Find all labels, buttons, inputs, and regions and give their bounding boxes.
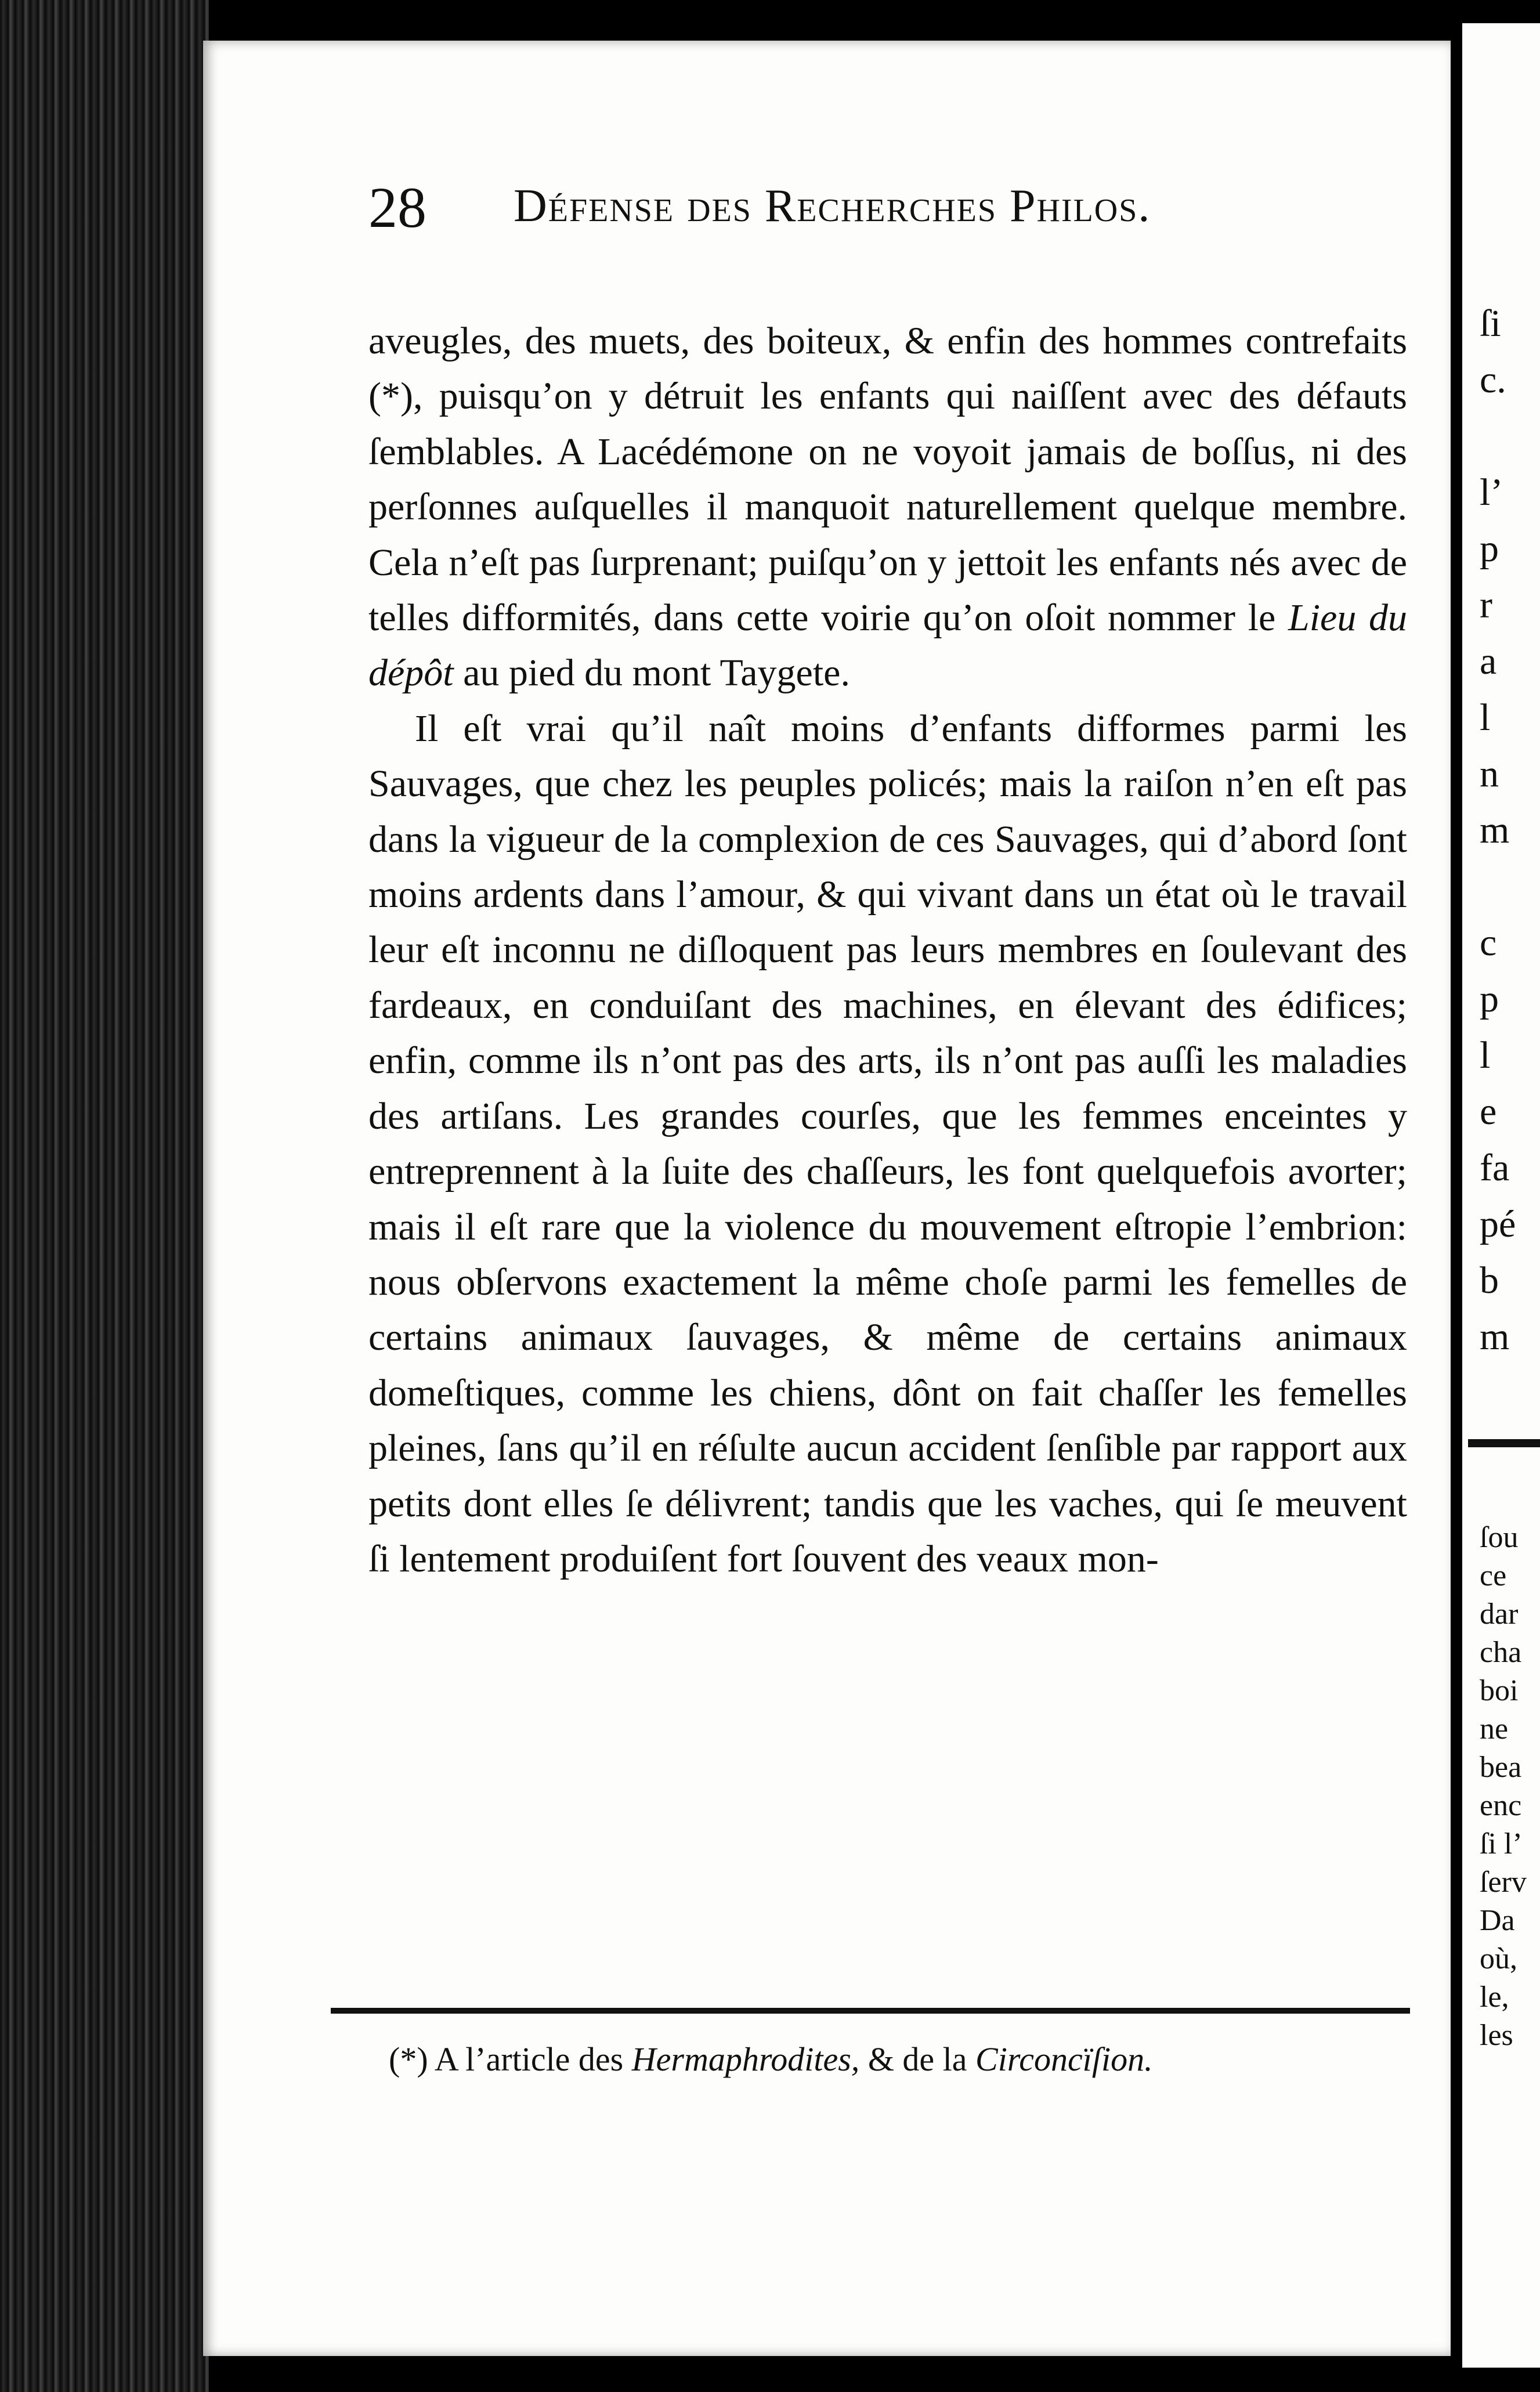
facing-page-fragment: e xyxy=(1480,1090,1497,1133)
facing-page-fragment: p xyxy=(1480,978,1499,1020)
footnote xyxy=(389,2040,1433,2079)
facing-page-fragment: m xyxy=(1480,809,1510,851)
body-text xyxy=(368,313,1407,1587)
facing-page-fragment: r xyxy=(1480,584,1492,626)
facing-page-fragment: fa xyxy=(1480,1147,1510,1189)
facing-page-fragment: cha xyxy=(1480,1636,1522,1669)
facing-page-fragment: ſerv xyxy=(1480,1866,1527,1899)
facing-page-fragment: pé xyxy=(1480,1203,1516,1245)
facing-page-fragment: m xyxy=(1480,1316,1510,1358)
paragraph-2: Il eſt vrai qu’il naît moins d’enfants difformes parmi les Sauvages, que chez les peuples policés; mais la raiſon n’en eſt pas dans la vigueur de la complexion de ces Sauvages, qui d’abord ſont moins ardents dans l’amour, & qui vivant dans un état où le travail leur eſt inconnu ne diſloquent pas leurs membres en ſoulevant des fardeaux, en conduiſant des machines, en élevant des édifices; enfin, comme ils n’ont pas des arts, ils n’ont pas auſſi les maladies des artiſans. Les grandes courſes, que les femmes enceintes y entreprennent à la ſuite des chaſſeurs, les font quelquefois avorter; mais il eſt rare que la violence du mouvement eſtropie l’embrion: nous obſervons exactement la même choſe parmi les femelles de certains animaux ſauvages, & même de certains animaux domeſtiques, comme les chiens, dônt on fait chaſſer les femelles pleines, ſans qu’il en réſulte aucun accident ſenſible par rapport aux petits dont elles ſe délivrent; tandis que les vaches, qui ſe meuvent ſi lentement produiſent fort ſouvent des veaux mon- xyxy=(368,707,1407,1580)
paragraph-1-end: au pied du mont Taygete. xyxy=(463,652,850,695)
facing-page-rule xyxy=(1468,1439,1540,1447)
facing-page-fragment: boi xyxy=(1480,1674,1519,1707)
facing-page-fragment: c xyxy=(1480,922,1497,964)
facing-page-fragment: les xyxy=(1480,2019,1513,2052)
facing-page-fragment: où, xyxy=(1480,1942,1517,1975)
book-page xyxy=(203,41,1451,2356)
facing-page-fragment: l xyxy=(1480,696,1491,739)
facing-page-strip xyxy=(1462,23,1540,2368)
facing-page-fragment: enc xyxy=(1480,1789,1522,1822)
paragraph-1-italic: Lieu du dépôt xyxy=(368,597,1408,695)
facing-page-fragment: c. xyxy=(1480,359,1506,401)
footnote-italic-2: Circoncïſion. xyxy=(975,2040,1153,2078)
facing-page-fragment: p xyxy=(1480,527,1499,570)
facing-page-fragment: l’ xyxy=(1480,471,1503,514)
facing-page-fragment: ſi xyxy=(1480,302,1501,345)
facing-page-fragment: ne xyxy=(1480,1712,1509,1746)
book-binding-gutter xyxy=(0,0,209,2392)
facing-page-fragment: ſi l’ xyxy=(1480,1827,1523,1860)
footnote-middle: & de la xyxy=(867,2040,967,2078)
paragraph-1 xyxy=(368,313,1407,701)
footnote-italic-1: Hermaphrodites, xyxy=(631,2040,860,2078)
footnote-rule xyxy=(331,2008,1410,2014)
facing-page-fragment: ce xyxy=(1480,1559,1507,1592)
facing-page-fragment: Da xyxy=(1480,1904,1515,1937)
facing-page-fragment: bea xyxy=(1480,1751,1522,1784)
facing-page-fragment: n xyxy=(1480,753,1499,795)
facing-page-fragment: dar xyxy=(1480,1598,1519,1631)
facing-page-fragment: b xyxy=(1480,1259,1499,1302)
running-title: Défense des Recherches Philos. xyxy=(514,180,1151,232)
facing-page-fragment: le, xyxy=(1480,1981,1509,2014)
paragraph-1-text: aveugles, des muets, des boiteux, & enfin des hommes contrefaits (*), puisqu’on y détruit les enfants qui naiſſent avec des défauts ſemblables. A Lacédémone on ne voyoit jamais de boſſus, ni des perſonnes auſquelles il manquoit naturellement quelque membre. Cela n’eſt pas ſurprenant; puiſqu’on y jettoit les enfants nés avec de telles difformités, dans cette voirie qu’on oſoit nommer le xyxy=(368,320,1407,639)
footnote-prefix: (*) A l’article des xyxy=(389,2040,624,2078)
facing-page-fragment: ſou xyxy=(1480,1521,1519,1554)
facing-page-fragment: a xyxy=(1480,640,1497,682)
page-number: 28 xyxy=(368,175,426,240)
running-head xyxy=(368,174,1471,255)
facing-page-fragment: l xyxy=(1480,1034,1491,1076)
